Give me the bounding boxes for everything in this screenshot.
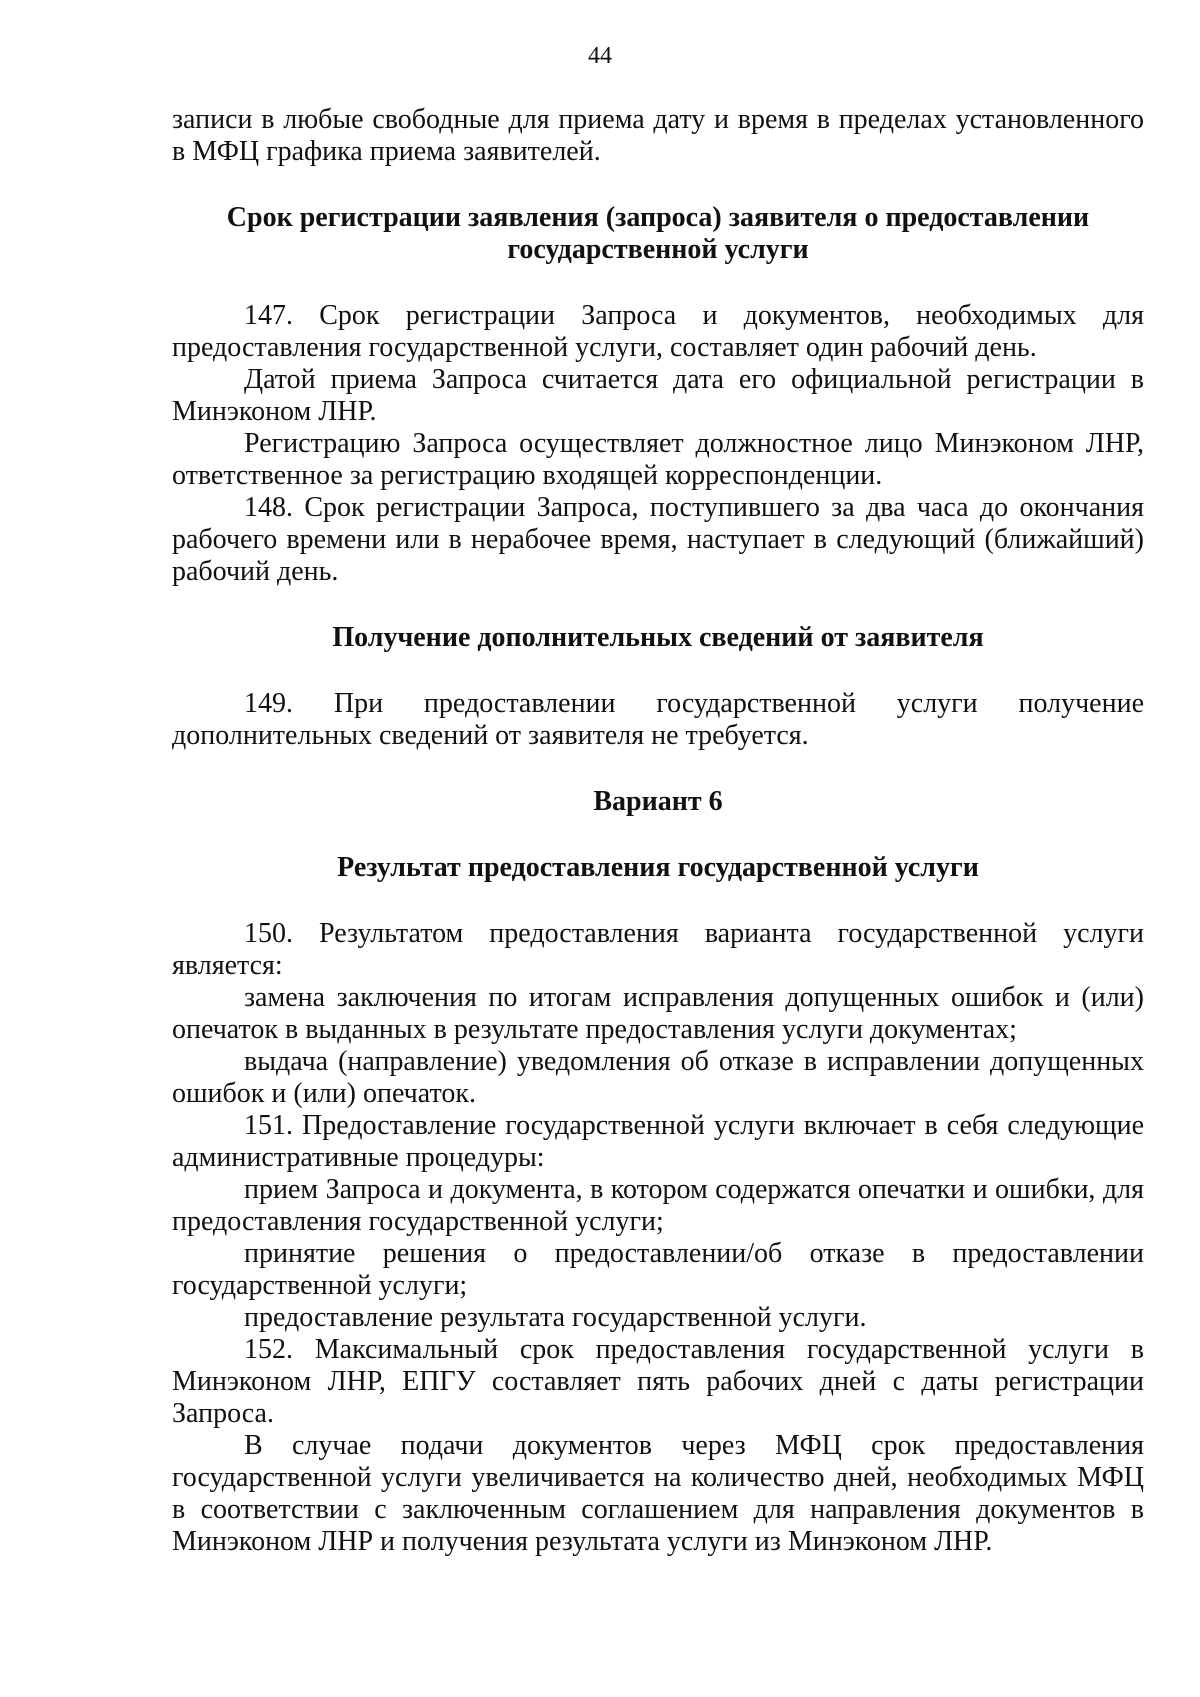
- section-heading-registration-term: Срок регистрации заявления (запроса) заявителя о предоставлении государственной услуги: [226, 202, 1090, 265]
- paragraph-147-date: Датой приема Запроса считается дата его официальной регистрации в Минэконом ЛНР.: [172, 364, 1144, 427]
- section-heading-result: Результат предоставления государственной услуги: [337, 852, 979, 883]
- paragraph-147-registrar: Регистрацию Запроса осуществляет должностное лицо Минэконом ЛНР, ответственное за регистрацию входящей корреспонденции.: [172, 428, 1144, 491]
- paragraph-151-item-reception: прием Запроса и документа, в котором содержатся опечатки и ошибки, для предоставления государственной услуги;: [172, 1174, 1144, 1237]
- paragraph-148: 148. Срок регистрации Запроса, поступившего за два часа до окончания рабочего времени или в нерабочее время, наступает в следующий (ближайший) рабочий день.: [172, 492, 1144, 587]
- section-heading-additional-info: Получение дополнительных сведений от заявителя: [332, 622, 984, 653]
- document-body: [172, 104, 1144, 1558]
- paragraph-150-item-replacement: замена заключения по итогам исправления допущенных ошибок и (или) опечаток в выданных в результате предоставления услуги документах;: [172, 982, 1144, 1045]
- page-number: 44: [588, 43, 612, 69]
- paragraph-152: 152. Максимальный срок предоставления государственной услуги в Минэконом ЛНР, ЕПГУ составляет пять рабочих дней с даты регистрации Запроса.: [172, 1334, 1144, 1429]
- paragraph-150: 150. Результатом предоставления варианта государственной услуги является:: [172, 918, 1144, 981]
- paragraph-147: 147. Срок регистрации Запроса и документов, необходимых для предоставления государственной услуги, составляет один рабочий день.: [172, 300, 1144, 363]
- paragraph-152-mfc: В случае подачи документов через МФЦ срок предоставления государственной услуги увеличивается на количество дней, необходимых МФЦ в соответствии с заключенным соглашением для направления документов в Минэконом ЛНР и получения результата услуги из Минэконом ЛНР.: [172, 1430, 1144, 1557]
- paragraph-continuation: записи в любые свободные для приема дату и время в пределах установленного в МФЦ графика приема заявителей.: [172, 104, 1144, 167]
- paragraph-149: 149. При предоставлении государственной услуги получение дополнительных сведений от заявителя не требуется.: [172, 688, 1144, 751]
- section-heading-variant-6: Вариант 6: [593, 786, 723, 817]
- paragraph-150-item-refusal: выдача (направление) уведомления об отказе в исправлении допущенных ошибок и (или) опечаток.: [172, 1046, 1144, 1109]
- paragraph-151-item-result: предоставление результата государственной услуги.: [244, 1302, 867, 1333]
- paragraph-151-item-decision: принятие решения о предоставлении/об отказе в предоставлении государственной услуги;: [172, 1238, 1144, 1301]
- paragraph-151: 151. Предоставление государственной услуги включает в себя следующие административные процедуры:: [172, 1110, 1144, 1173]
